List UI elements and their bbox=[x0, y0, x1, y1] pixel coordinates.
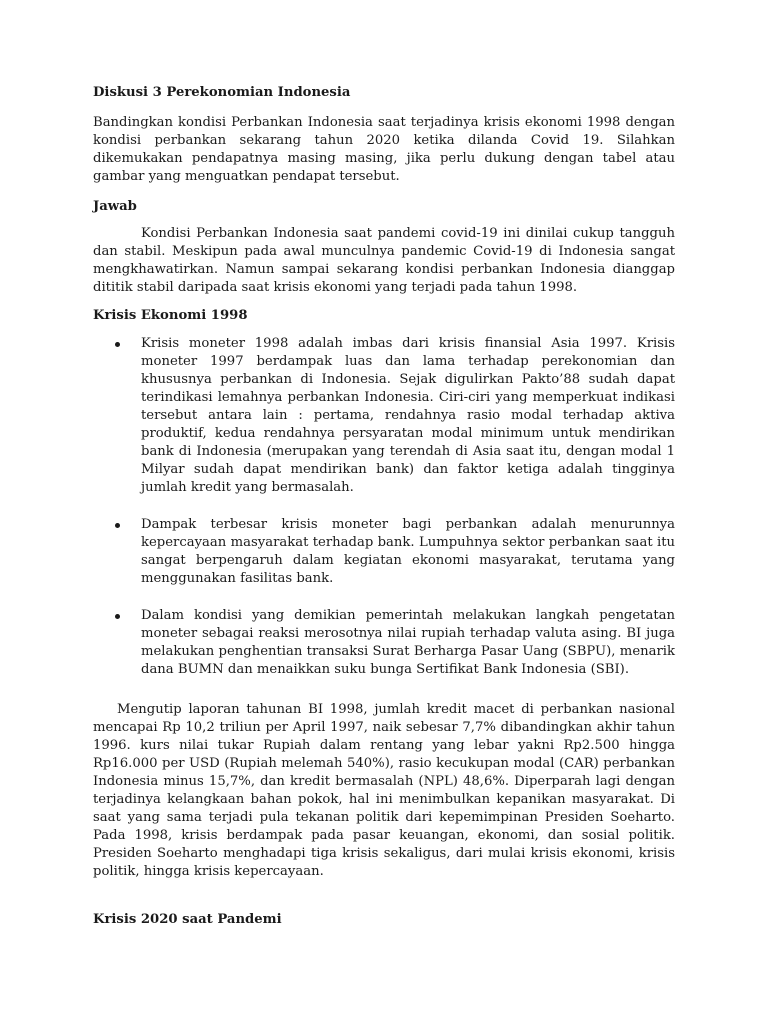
bullet-text: Dalam kondisi yang demikian pemerintah melakukan langkah pengetatan moneter sebagai reaksi merosotnya nilai rupiah terhadap valuta asing. BI juga melakukan penghentian transaksi Surat Berharga Pasar Uang (SBPU), menarik dana BUMN dan menaikkan suku bunga Sertifikat Bank Indonesia (SBI). bbox=[141, 608, 675, 677]
bullet-text: Dampak terbesar krisis moneter bagi perbankan adalah menurunnya kepercayaan masyarakat terhadap bank. Lumpuhnya sektor perbankan saat itu sangat berpengaruh dalam kegiatan ekonomi masyarakat, terutama yang menggunakan fasilitas bank. bbox=[141, 517, 675, 586]
question-paragraph: Bandingkan kondisi Perbankan Indonesia saat terjadinya krisis ekonomi 1998 dengan kondisi perbankan sekarang tahun 2020 ketika dilanda Covid 19. Silahkan dikemukakan pendapatnya masing masing, jika perlu dukung dengan tabel atau gambar yang menguatkan pendapat tersebut. bbox=[93, 115, 675, 184]
section-heading-2020: Krisis 2020 saat Pandemi bbox=[93, 912, 282, 927]
answer-intro-paragraph: Kondisi Perbankan Indonesia saat pandemi covid-19 ini dinilai cukup tangguh dan stabil. Meskipun pada awal munculnya pandemic Covid-19 di Indonesia sangat mengkhawatirkan. Namun sampai sekarang kondisi perbankan Indonesia dianggap dititik stabil daripada saat krisis ekonomi yang terjadi pada tahun 1998. bbox=[93, 226, 675, 295]
bullet-text: Krisis moneter 1998 adalah imbas dari krisis finansial Asia 1997. Krisis moneter 1997 berdampak luas dan lama terhadap perekonomian dan khususnya perbankan di Indonesia. Sejak digulirkan Pakto’88 sudah dapat terindikasi lemahnya perbankan Indonesia. Ciri-ciri yang memperkuat indikasi tersebut antara lain : pertama, rendahnya rasio modal terhadap aktiva produktif, kedua rendahnya persyaratan modal minimum untuk mendirikan bank di Indonesia (merupakan yang terendah di Asia saat itu, dengan modal 1 Milyar sudah dapat mendirikan bank) dan faktor ketiga adalah tingginya jumlah kredit yang bermasalah. bbox=[141, 336, 675, 495]
document-page bbox=[93, 84, 675, 929]
list-item bbox=[93, 607, 675, 679]
bullet-list bbox=[93, 335, 675, 679]
bullet-icon bbox=[115, 614, 120, 619]
body-paragraph-1998: Mengutip laporan tahunan BI 1998, jumlah kredit macet di perbankan nasional mencapai Rp 10,2 triliun per April 1997, naik sebesar 7,7% dibandingkan akhir tahun 1996. kurs nilai tukar Rupiah dalam rentang yang lebar yakni Rp2.500 hingga Rp16.000 per USD (Rupiah melemah 540%), rasio kecukupan modal (CAR) perbankan Indonesia minus 15,7%, dan kredit bermasalah (NPL) 48,6%. Diperparah lagi dengan terjadinya kelangkaan bahan pokok, hal ini menimbulkan kepanikan masyarakat. Di saat yang sama terjadi pula tekanan politik dari kepemimpinan Presiden Soeharto. Pada 1998, krisis berdampak pada pasar keuangan, ekonomi, dan sosial politik. Presiden Soeharto menghadapi tiga krisis sekaligus, dari mulai krisis ekonomi, krisis politik, hingga krisis kepercayaan. bbox=[93, 702, 675, 879]
list-item bbox=[93, 516, 675, 588]
bullet-icon bbox=[115, 342, 120, 347]
list-item bbox=[93, 335, 675, 497]
bullet-icon bbox=[115, 523, 120, 528]
answer-heading: Jawab bbox=[93, 199, 137, 214]
section-heading-1998: Krisis Ekonomi 1998 bbox=[93, 308, 248, 323]
document-title: Diskusi 3 Perekonomian Indonesia bbox=[93, 85, 351, 100]
